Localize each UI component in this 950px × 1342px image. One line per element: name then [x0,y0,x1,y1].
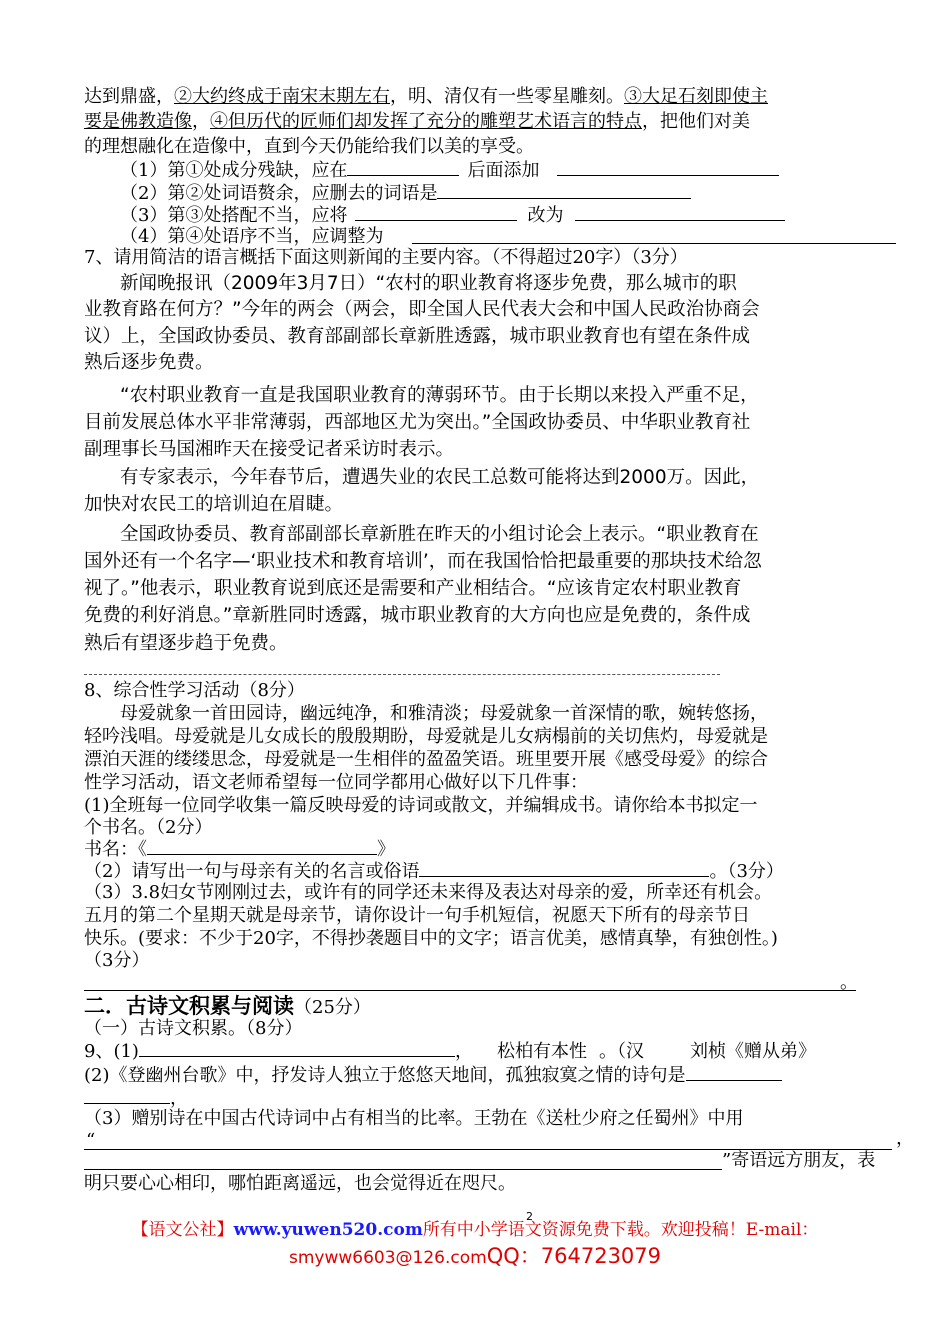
q6-sub1: （1）第①处成分残缺，应在 后面添加 [120,159,779,182]
footer-line-2 [0,1240,950,1270]
q9-line-5-comma: ， [896,1128,914,1149]
q7-news-line: 目前发展总体水平非常薄弱，西部地区尤为突出。”全国政协委员、中华职业教育社 [84,412,751,433]
q8-sub3-line: （3）3.8妇女节刚刚过去，或许有的同学还未来得及表达对母亲的爱，所幸还有机会。 [84,882,773,903]
q9-line-7: 明只要心心相印，哪怕距离遥远，也会觉得近在咫尺。 [84,1173,516,1194]
q6-sub2-blank[interactable] [437,182,691,199]
footer-line-1 [0,1215,950,1240]
q8-sub3-answer-line[interactable] [84,990,856,991]
q8-end-mark: 。 [840,972,858,993]
q8-text-line: 轻吟浅唱。母爱就是儿女成长的殷殷期盼，母爱就是儿女病榻前的关切焦灼，母爱就是 [84,726,768,747]
q7-news-line: 加快对农民工的培训迫在眉睫。 [84,494,344,515]
q8-sub3-line: （3分） [84,950,150,971]
q7-news-line: 新闻晚报讯（2009年3月7日）“农村的职业教育将逐步免费，那么城市的职 [120,273,737,294]
q7-news-line: 视了。”他表示，职业教育说到底还是需要和产业相结合。“应该肯定农村职业教育 [84,578,742,599]
section2-sub1: （一）古诗文积累。（8分） [84,1018,303,1039]
q8-text-line: 个书名。（2分） [84,817,213,838]
q7-news-line: “农村职业教育一直是我国职业教育的薄弱环节。由于长期以来投入严重不足， [120,385,759,406]
q8-sub2: （2）请写出一句与母亲有关的名言或俗语 。（3分） [84,861,784,882]
page-number: 2 [526,1210,533,1223]
q8-bookname: 书名：《 》 [84,839,395,860]
q9-sub2-blank1[interactable] [686,1064,782,1081]
q9-sub1-blank[interactable] [139,1040,455,1057]
q6-sub3-blank1[interactable] [355,204,517,221]
q7-news-line: 国外还有一个名字—‘职业技术和教育培训’，而在我国恰恰把最重要的那块技术给忽 [84,551,762,572]
q7-news-line: 全国政协委员、教育部副部长章新胜在昨天的小组讨论会上表示。“职业教育在 [120,524,759,545]
q7-answer-line[interactable] [84,674,720,675]
q8-text-line: 性学习活动，语文老师希望每一位同学都用心做好以下几件事： [84,772,588,793]
footer-qq: QQ：764723079 [486,1244,662,1268]
q6-sub1-blank1[interactable] [347,159,459,176]
q9-line-6: ”寄语远方朋友，表 [722,1150,876,1171]
q8-sub3-line: 五月的第二个星期天就是母亲节，请你设计一句手机短信，祝愿天下所有的母亲节日 [84,905,750,926]
q6-sub2: （2）第②处词语赘余，应删去的词语是 [120,182,691,205]
q9-sub2-blank2[interactable] [84,1087,170,1104]
footer-email[interactable]: smyww6603@126.com [288,1248,487,1268]
q8-title: 8、综合性学习活动（8分） [84,680,305,701]
q9-line-1: 9、(1) ， 松柏有本性 。（汉 刘桢《赠从弟》 [84,1041,816,1062]
q7-news-line: 熟后逐步免费。 [84,352,214,373]
q7-news-line: 免费的利好消息。”章新胜同时透露，城市职业教育的大方向也应是免费的，条件成 [84,605,751,626]
q8-bookname-blank[interactable] [147,838,377,855]
section2-title: 二．古诗文积累与阅读（25分） [84,993,371,1018]
q8-text-line: (1)全班每一位同学收集一篇反映母爱的诗词或散文，并编辑成书。请你给本书拟定一 [84,795,758,816]
q6-line-3: 的理想融化在造像中，直到今天仍能给我们以美的享受。 [84,136,534,157]
q8-text-line: 漂泊天涯的缕缕思念，母爱就是一生相伴的盈盈笑语。班里要开展《感受母爱》的综合 [84,749,768,770]
footer-site-link[interactable]: www.yuwen520.com [233,1220,423,1240]
q7-prompt: 7、请用简洁的语言概括下面这则新闻的主要内容。（不得超过20字）（3分） [84,247,688,268]
q8-sub2-blank[interactable] [419,860,709,877]
q6-line-1: 达到鼎盛，②大约终成于南宋末期左右，明、清仅有一些零星雕刻。③大足石刻即使主 [84,86,768,107]
footer-brand: 【语文公社】 [131,1220,234,1240]
q6-sub4-answer-line[interactable] [412,243,896,244]
q6-line-2: 要是佛教造像，④但历代的匠师们却发挥了充分的雕塑艺术语言的特点，把他们对美 [84,111,750,132]
q9-line-3: ， [84,1087,188,1110]
footer-message: 所有中小学语文资源免费下载。欢迎投稿！E-mail： [422,1220,819,1240]
q6-sub4: （4）第④处语序不当，应调整为 [120,226,384,247]
q9-line-5-open-quote: “ [86,1130,96,1151]
q9-line-2: (2)《登幽州台歌》中，抒发诗人独立于悠悠天地间，孤独寂寞之情的诗句是 [84,1064,782,1087]
q8-sub3-line: 快乐。(要求：不少于20字，不得抄袭题目中的文字；语言优美，感情真挚，有独创性。) [84,928,778,949]
q6-sub3: （3）第③处搭配不当，应将 改为 [120,204,785,227]
q8-text-line: 母爱就象一首田园诗，幽远纯净，和雅清淡；母爱就象一首深情的歌，婉转悠扬， [120,703,768,724]
q6-sub3-blank2[interactable] [575,204,785,221]
q7-news-line: 业教育路在何方？”今年的两会（两会，即全国人民代表大会和中国人民政治协商会 [84,299,760,320]
q7-news-line: 议）上，全国政协委员、教育部副部长章新胜透露，城市职业教育也有望在条件成 [84,326,751,347]
q6-sub1-blank2[interactable] [557,159,779,176]
q7-news-line: 副理事长马国湘昨天在接受记者采访时表示。 [84,439,455,460]
q9-line-4: （3）赠别诗在中国古代诗词中占有相当的比率。王勃在《送杜少府之任蜀州》中用 [84,1108,744,1129]
q7-news-line: 熟后有望逐步趋于免费。 [84,633,288,654]
q7-news-line: 有专家表示，今年春节后，遭遇失业的农民工总数可能将达到2000万。因此， [120,467,760,488]
q9-sub3-blank2[interactable] [84,1169,722,1170]
